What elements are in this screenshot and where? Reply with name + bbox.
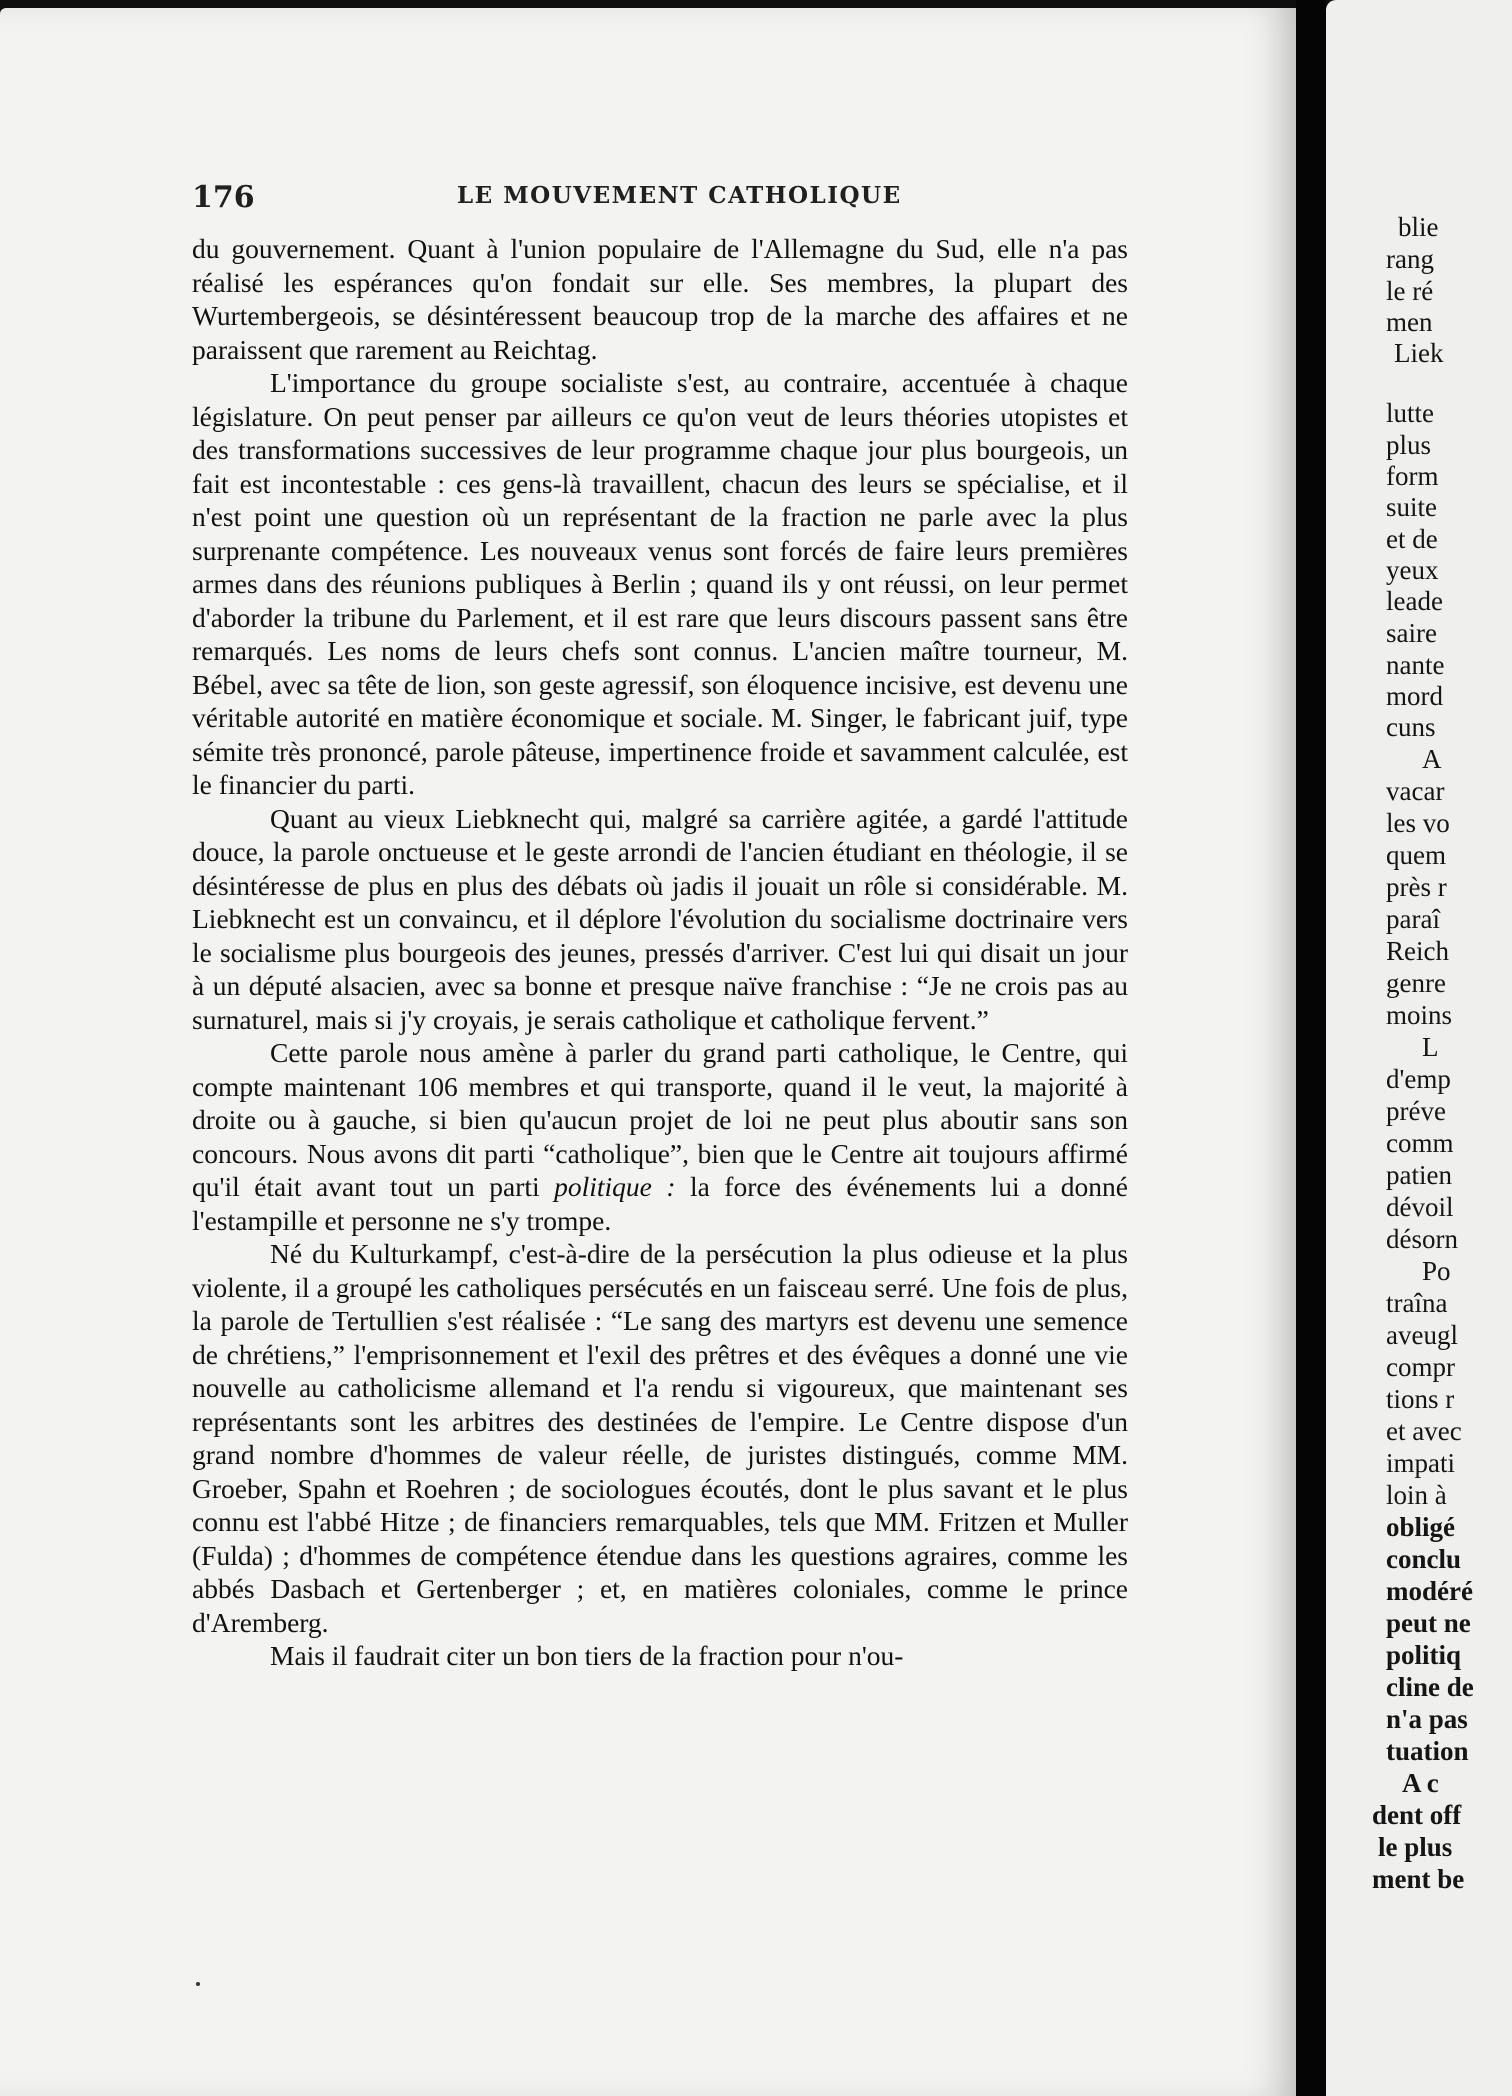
right-page-line: Po <box>1422 1256 1451 1286</box>
right-page-line: le ré <box>1386 276 1434 306</box>
right-page-line: modéré <box>1386 1576 1473 1606</box>
running-head <box>192 176 1142 216</box>
paragraph-1: du gouvernement. Quant à l'union populaire de l'Allemagne du Sud, elle n'a pas réalisé les espérances qu'on fondait sur elle. Ses membres, la plupart des Wurtembergeois, se désintéressent beaucoup trop de la marche des affaires et ne paraissent que rarement au Reichtag. <box>192 233 1128 365</box>
right-page-line: cuns <box>1386 712 1436 742</box>
right-page-line: quem <box>1386 840 1446 870</box>
right-page-line: tions r <box>1386 1384 1455 1414</box>
right-page-line: impati <box>1386 1448 1455 1478</box>
right-page-line: comm <box>1386 1128 1454 1158</box>
right-page-line: tuation <box>1386 1736 1469 1766</box>
right-page-line: ment be <box>1372 1864 1465 1894</box>
right-page-line: cline de <box>1386 1672 1474 1702</box>
right-page-line: d'emp <box>1386 1064 1451 1094</box>
right-page-line: suite <box>1386 492 1437 522</box>
paragraph-4-text: Cette parole nous amène à parler du grand parti catholique, le Centre, qui compte maintenant 106 membres et qui transporte, quand il le veut, la majorité à droite ou à gauche, si bien qu'aucun projet de loi ne peut plus aboutir sans son concours. Nous avons dit parti “catholique”, bien que le Centre ait toujours affirmé qu'il était avant tout un parti <box>192 1037 1128 1202</box>
right-page-line: aveugl <box>1386 1320 1458 1350</box>
right-page-line: nante <box>1386 650 1445 680</box>
right-page-line: rang <box>1386 244 1434 274</box>
right-page <box>1326 0 1512 2096</box>
right-page-line: vacar <box>1386 776 1445 806</box>
right-page-line: obligé <box>1386 1512 1456 1542</box>
stray-mark <box>196 1982 200 1986</box>
right-page-line: le plus <box>1378 1832 1453 1862</box>
paragraph-5: Né du Kulturkampf, c'est-à-dire de la persécution la plus odieuse et la plus violente, il a groupé les catholiques persécutés en un faisceau serré. Une fois de plus, la parole de Tertullien s'est réalisée : “Le sang des martyrs est devenu une semence de chrétiens,” l'emprisonnement et l'exil des prêtres et des évêques a donné une vie nouvelle au catholicisme allemand et l'a rendu si vigoureux, que maintenant ses représentants sont les arbitres des destinées de l'empire. Le Centre dispose d'un grand nombre d'hommes de valeur réelle, de juristes distingués, comme MM. Groeber, Spahn et Roehren ; de sociologues écoutés, dont le plus savant et le plus connu est l'abbé Hitze ; de financiers remarquables, tels que MM. Fritzen et Muller (Fulda) ; d'hommes de compétence étendue dans les questions agraires, comme les abbés Dasbach et Gertenberger ; et, en matières coloniales, comme le prince d'Aremberg. <box>192 1238 1128 1638</box>
right-page-line: yeux <box>1386 555 1439 585</box>
right-page-line: patien <box>1386 1160 1452 1190</box>
right-page-line: et de <box>1386 524 1438 554</box>
right-page-line: dent off <box>1372 1800 1462 1830</box>
right-page-line: désorn <box>1386 1224 1458 1254</box>
paragraph-4 <box>192 1036 1128 1237</box>
right-page-line: lutte <box>1386 398 1434 428</box>
paragraph-2: L'importance du groupe socialiste s'est, au contraire, accentuée à chaque législature. On peut penser par ailleurs ce qu'on veut de leurs théories utopistes et des transformations successives de leur programme chaque jour plus bourgeois, un fait est incontestable : ces gens-là travaillent, chacun des leurs se spécialise, et il n'est point une question où un représentant de la fraction ne parle avec la plus surprenante compétence. Les nouveaux venus sont forcés de faire leurs premières armes dans des réunions publiques à Berlin ; quand ils y ont réussi, on leur permet d'aborder la tribune du Parlement, et il est rare que leurs discours passent sans être remarqués. Les noms de leurs chefs sont connus. L'ancien maître tourneur, M. Bébel, avec sa tête de lion, son geste agressif, son éloquence incisive, est devenu une véritable autorité en matière économique et sociale. M. Singer, le fabricant juif, type sémite très prononcé, parole pâteuse, impertinence froide et savamment calculée, est le financier du parti. <box>192 367 1128 800</box>
right-page-line: moins <box>1386 1000 1453 1030</box>
right-page-line: saire <box>1386 618 1437 648</box>
page-number: 176 <box>192 180 255 215</box>
paragraph-6: Mais il faudrait citer un bon tiers de la fraction pour n'ou- <box>270 1640 904 1671</box>
right-page-line: genre <box>1386 968 1446 998</box>
paragraph-3: Quant au vieux Liebknecht qui, malgré sa carrière agitée, a gardé l'attitude douce, la parole onctueuse et le geste arrondi de l'ancien étudiant en théologie, il se désintéresse de plus en plus des débats où jadis il jouait un rôle si considérable. M. Liebknecht est un convaincu, et il déplore l'évolution du socialisme doctrinaire vers le socialisme plus bourgeois des jeunes, pressés d'arriver. C'est lui qui disait un jour à un député alsacien, avec sa bonne et presque naïve franchise : “Je ne crois pas au surnaturel, mais si j'y croyais, je serais catholique et catholique fervent.” <box>192 802 1128 1035</box>
right-page-line: mord <box>1386 681 1443 711</box>
right-page-line: men <box>1386 307 1433 337</box>
body-text <box>192 232 1128 1673</box>
book-gutter <box>1296 0 1326 2096</box>
right-page-line: préve <box>1386 1096 1446 1126</box>
right-page-line: peut ne <box>1386 1608 1471 1638</box>
right-page-line: compr <box>1386 1352 1455 1382</box>
right-page-line: conclu <box>1386 1544 1462 1574</box>
right-page-line: Liek <box>1394 338 1444 368</box>
right-page-line: Reich <box>1386 936 1449 966</box>
right-page-line: n'a pas <box>1386 1704 1468 1734</box>
right-page-line: paraî <box>1386 904 1440 934</box>
right-page-line: A <box>1422 744 1442 774</box>
right-page-line: plus <box>1386 430 1432 460</box>
right-page-line: dévoil <box>1386 1192 1454 1222</box>
right-page-line: traîna <box>1386 1288 1448 1318</box>
right-page-line: blie <box>1398 212 1439 242</box>
right-page-line: L <box>1422 1032 1439 1062</box>
right-page-line: politiq <box>1386 1640 1462 1670</box>
paragraph-4-italic: politique : <box>554 1171 676 1202</box>
right-page-line: form <box>1386 461 1439 491</box>
right-page-line: et avec <box>1386 1416 1462 1446</box>
running-head-title: LE MOUVEMENT CATHOLIQUE <box>457 182 902 209</box>
right-page-line: leade <box>1386 586 1443 616</box>
right-page-line: loin à <box>1386 1480 1447 1510</box>
paragraph-4-tail: la force des événements lui a donné l'estampille et personne ne s'y trompe. <box>192 1171 1129 1236</box>
right-page-line: près r <box>1386 872 1447 902</box>
right-page-line: A c <box>1402 1768 1439 1798</box>
right-page-line: les vo <box>1386 808 1450 838</box>
